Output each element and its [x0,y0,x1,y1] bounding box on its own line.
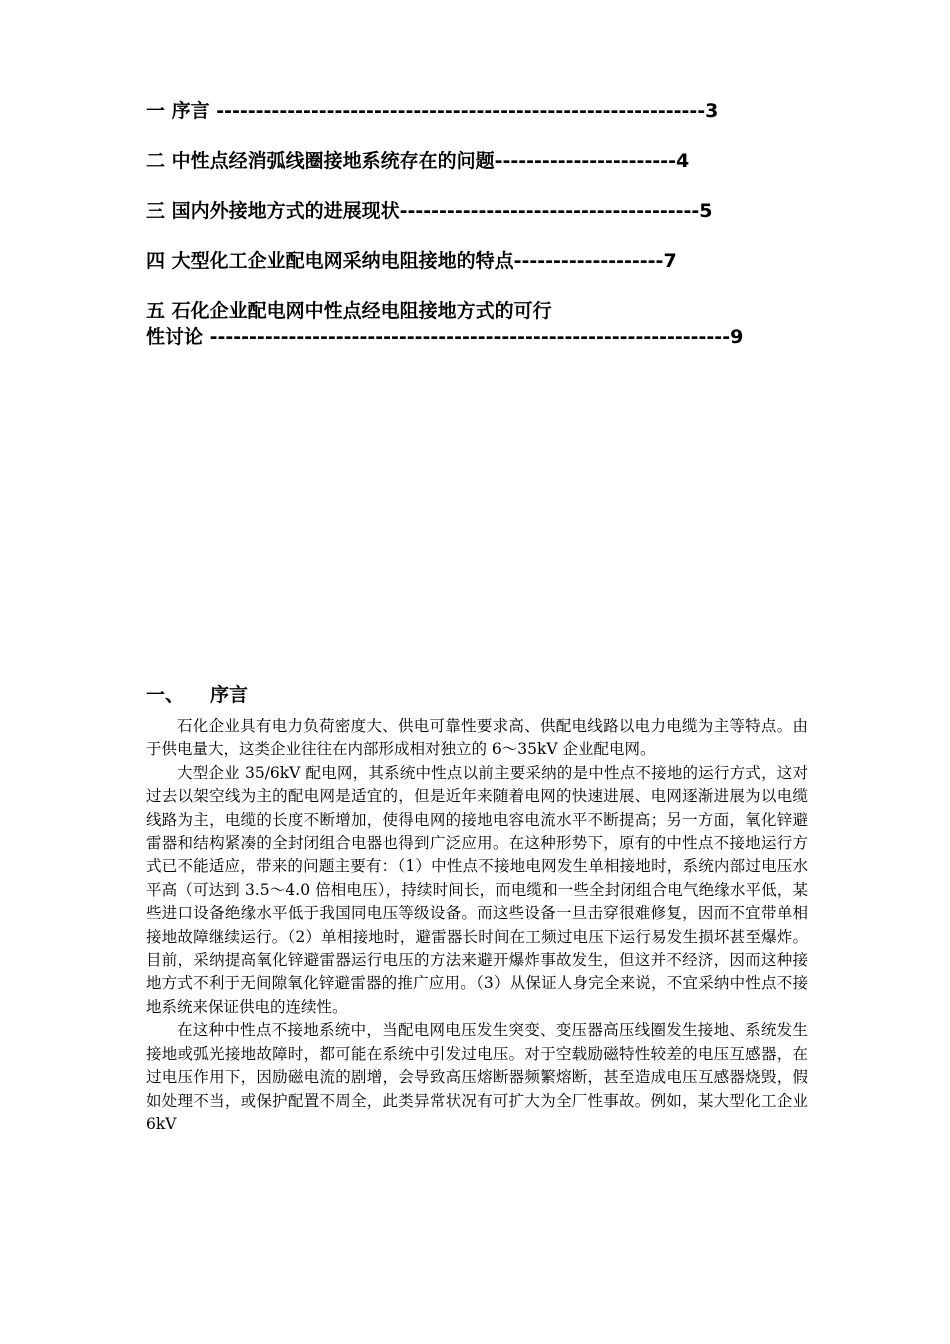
toc-entry-5-line-2[interactable]: 性讨论 ------------------------------------------------------------------9 [146,326,744,348]
toc-entry-2[interactable]: 二 中性点经消弧线圈接地系统存在的问题-----------------------4 [146,150,690,172]
section-body [146,715,808,1136]
paragraph-2: 大型企业 35/6kV 配电网，其系统中性点以前主要采纳的是中性点不接地的运行方式，这对过去以架空线为主的配电网是适宜的，但是近年来随着电网的快速进展、电网逐渐进展为以电缆线路为主，电缆的长度不断增加，使得电网的接地电容电流水平不断提高；另一方面，氧化锌避雷器和结构紧凑的全封闭组合电器也得到广泛应用。在这种形势下，原有的中性点不接地运行方式已不能适应，带来的问题主要有：（1）中性点不接地电网发生单相接地时，系统内部过电压水平高（可达到 3.5～4.0 倍相电压），持续时间长，而电缆和一些全封闭组合电气绝缘水平低，某些进口设备绝缘水平低于我国同电压等级设备。而这些设备一旦击穿很难修复，因而不宜带单相接地故障继续运行。（2）单相接地时，避雷器长时间在工频过电压下运行易发生损坏甚至爆炸。目前，采纳提高氧化锌避雷器运行电压的方法来避开爆炸事故发生，但这并不经济，因而这种接地方式不利于无间隙氧化锌避雷器的推广应用。（3）从保证人身完全来说，不宜采纳中性点不接地系统来保证供电的连续性。 [146,763,808,1016]
section-number: 一、 [146,684,185,706]
paragraph-1: 石化企业具有电力负荷密度大、供电可靠性要求高、供配电线路以电力电缆为主等特点。由于供电量大，这类企业往往在内部形成相对独立的 6～35kV 企业配电网。 [146,717,808,759]
toc-entry-1[interactable]: 一 序言 --------------------------------------------------------------3 [146,100,719,122]
paragraph-3: 在这种中性点不接地系统中，当配电网电压发生突变、变压器高压线圈发生接地、系统发生接地或弧光接地故障时，都可能在系统中引发过电压。对于空载励磁特性较差的电压互感器，在过电压作用下，因励磁电流的剧增，会导致高压熔断器频繁熔断，甚至造成电压互感器烧毁，假如处理不当，或保护配置不周全，此类异常状况有可扩大为全厂性事故。例如，某大型化工企业 6kV [146,1021,808,1133]
toc-entry-5-line-1[interactable]: 五 石化企业配电网中性点经电阻接地方式的可行 [146,300,552,322]
section-heading [146,682,248,708]
section-title: 序言 [210,684,249,706]
toc-entry-4[interactable]: 四 大型化工企业配电网采纳电阻接地的特点-------------------7 [146,250,677,272]
toc-entry-3[interactable]: 三 国内外接地方式的进展现状--------------------------------------5 [146,200,713,222]
